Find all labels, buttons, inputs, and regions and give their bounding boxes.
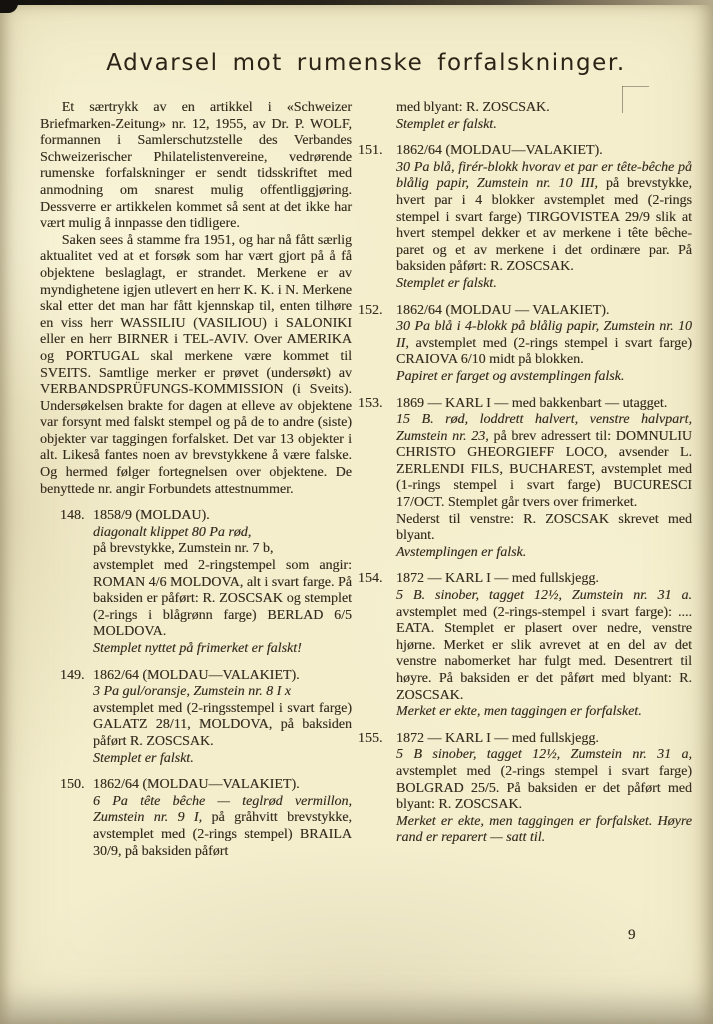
catalog-item xyxy=(60,508,352,657)
right-column xyxy=(358,100,692,860)
continuation-text xyxy=(396,100,692,133)
italic-run: 15 B. rød, loddrett halvert, venstre halvpart, Zumstein nr. 23, xyxy=(396,412,692,444)
italic-run: Merket er ekte, men taggingen er forfalsket. xyxy=(396,704,642,720)
italic-run: Stemplet er falskt. xyxy=(396,116,497,132)
italic-run: 5 B. sinober, tagget 12½, Zumstein nr. 31 a. xyxy=(396,588,692,604)
italic-run: Merket er ekte, men taggingen er forfalsket. Høyre rand er reparert — satt til. xyxy=(396,813,692,846)
paragraph xyxy=(40,100,352,233)
text-run: avstemplet med 2-ringstempel som angir: ROMAN 4/6 MOLDOVA, alt i svart farge. På baksiden er påført: R. ZOSCSAK og stemplet (2-rings i blågrønn farge) BERLAD 6/5 MOLDOVA. xyxy=(93,558,352,640)
two-column-layout xyxy=(40,100,692,860)
left-column xyxy=(40,100,352,860)
item-number: 148. xyxy=(60,508,85,524)
text-run: på brevstykke, Zumstein nr. 7 b, xyxy=(93,541,274,557)
italic-run: Avstemplingen er falsk. xyxy=(396,544,527,560)
text-run: 1858/9 (MOLDAU). xyxy=(93,508,210,524)
item-number: 152. xyxy=(358,302,383,318)
catalog-item xyxy=(358,303,692,386)
text-run: avstemplet med (2-rings-stempel i svart farge): .... EATA. Stemplet er plasert over nedre, venstre hjørne. Merket er slik avrevet at en del av det venstre nabomerket har fulgt med. Desentrert til høyre. På baksiden er det påført med blyant: R. ZOSCSAK. xyxy=(396,604,692,703)
item-number: 149. xyxy=(60,667,85,683)
text-run: 1862/64 (MOLDAU—VALAKIET). xyxy=(93,777,300,793)
scan-artifact-top-edge xyxy=(0,0,713,5)
item-number: 155. xyxy=(358,730,383,746)
italic-run: 30 Pa blå i 4-blokk på blålig papir, Zumstein nr. 10 II, xyxy=(396,319,692,351)
text-run: 1872 — KARL I — med fullskjegg. xyxy=(396,730,599,746)
italic-run: Stemplet er falskt. xyxy=(93,750,194,766)
text-run: avstemplet med (2-ringsstempel i svart farge) GALATZ 28/11, MOLDOVA, på baksiden påført R. ZOSCSAK. xyxy=(93,700,352,749)
italic-run: 30 Pa blå, firér-blokk hvorav et par er tête-bêche på blålig papir, Zumstein nr. 10 III, xyxy=(396,159,692,192)
text-run: avstemplet med (2-rings stempel i svart farge) CRAIOVA 6/10 midt på blokken. xyxy=(396,335,693,368)
italic-run: Stemplet er falskt. xyxy=(396,275,497,291)
italic-run: 3 Pa gul/oransje, Zumstein nr. 8 I x xyxy=(93,684,291,700)
text-run: på gråhvitt brevstykke, avstemplet med (2-rings stempel) BRAILA 30/9, på baksiden påført xyxy=(93,810,353,859)
page-title: Advarsel mot rumenske forfalskninger. xyxy=(106,50,626,76)
italic-run: diagonalt klippet 80 Pa rød, xyxy=(93,524,252,540)
catalog-item xyxy=(358,571,692,720)
text-run: 1869 — KARL I — med bakkenbart — utagget. xyxy=(396,395,668,411)
catalog-item xyxy=(60,668,352,768)
scan-artifact-bracket-vertical xyxy=(622,86,623,113)
catalog-item xyxy=(358,143,692,292)
catalog-item xyxy=(358,396,692,562)
text-run: Et særtrykk av en artikkel i «Schweizer Briefmarken-Zeitung» nr. 12, 1955, av Dr. P. WOLF, formannen i Samlerschutzstelle des Verbandes Schweizerischer Philatelistenvereine, vedrørende rumenske forfalskninger er sendt tidsskriftet med anmodning om snarest mulig offentliggjøring. Dessverre er artikkelen kommet så sent at det ikke har vært mulig å innpasse den tidligere. xyxy=(40,100,352,232)
catalog-item xyxy=(358,731,692,847)
item-number: 150. xyxy=(60,777,85,793)
italic-run: Papiret er farget og avstemplingen falsk. xyxy=(396,368,625,384)
scan-artifact-corner xyxy=(0,0,18,13)
text-run: 1862/64 (MOLDAU — VALAKIET). xyxy=(396,302,610,318)
catalog-item xyxy=(60,777,352,860)
item-number: 151. xyxy=(358,143,383,159)
italic-run: 6 Pa tête bêche — teglrød vermillon, Zumstein nr. 9 I, xyxy=(93,793,352,826)
text-run: med blyant: R. ZOSCSAK. xyxy=(396,100,550,115)
item-number: 153. xyxy=(358,395,383,411)
text-run: 1862/64 (MOLDAU—VALAKIET). xyxy=(396,143,603,159)
page-content xyxy=(40,50,692,860)
text-run: på brevstykke, hvert par i 4 blokker avstemplet med (2-rings stempel i svart farge) TIRGOVISTEA 29/9 slik at hvert stempel dekker et av merkene i tête bêche-paret og et av merkene i det ordinære par. På baksiden påført: R. ZOSCSAK. xyxy=(396,176,692,275)
page-number: 9 xyxy=(628,927,636,943)
paragraph xyxy=(40,233,352,499)
text-run: avstemplet med (2-rings stempel i svart farge) BOLGRAD 25/5. På baksiden er det påført med blyant: R. ZOSCSAK. xyxy=(396,763,692,813)
italic-run: 5 B sinober, tagget 12½, Zumstein nr. 31 a, xyxy=(396,747,692,763)
italic-run: Stemplet nyttet på frimerket er falskt! xyxy=(93,641,302,656)
text-run: 1862/64 (MOLDAU—VALAKIET). xyxy=(93,667,300,683)
text-run: på brev adressert til: DOMNULIU CHRISTO GHEORGIEFF LOCO, avsender L. ZERLENDI FILS, BUCHAREST, avstemplet med (1-rings stempel i svart farge) BUCURESCI 17/OCT. Stemplet går tvers over frimerket. xyxy=(396,428,692,511)
text-run: Nederst til venstre: R. ZOSCSAK skrevet med blyant. xyxy=(396,511,692,544)
text-run: 1872 — KARL I — med fullskjegg. xyxy=(396,571,599,587)
item-number: 154. xyxy=(358,571,383,587)
scan-artifact-bracket-horizontal xyxy=(622,86,649,87)
text-run: Saken sees å stamme fra 1951, og har nå fått særlig aktualitet ved at et forsøk som har vært gjort på å få objektene beslaglagt, er strandet. Merkene er av myndighetene igjen utlevert en herr K. K. i N. Merkene skal etter det man har fått kjennskap til, enten tilhøre en viss herr WASSILIU (VASILIOU) i SALONIKI eller en herr BIRNER i TEL-AVIV. Over AMERIKA og PORTUGAL skal merkene være kommet til SVEITS. Samtlige merker er prøvet (undersøkt) av VERBANDSPRÜFUNGS-KOMMISSION (i Sveits). Undersøkelsen brakte for dagen at elleve av objektene var forsynt med falskt stempel og på de to andre (siste) objekter var taggingen forfalsket. Det var 13 objekter i alt. Likeså fantes noen av brevstykkene å være falske. Og hermed følger fortegnelsen over objektene. De benyttede nr. angir Forbundets attestnummer. xyxy=(40,232,352,497)
